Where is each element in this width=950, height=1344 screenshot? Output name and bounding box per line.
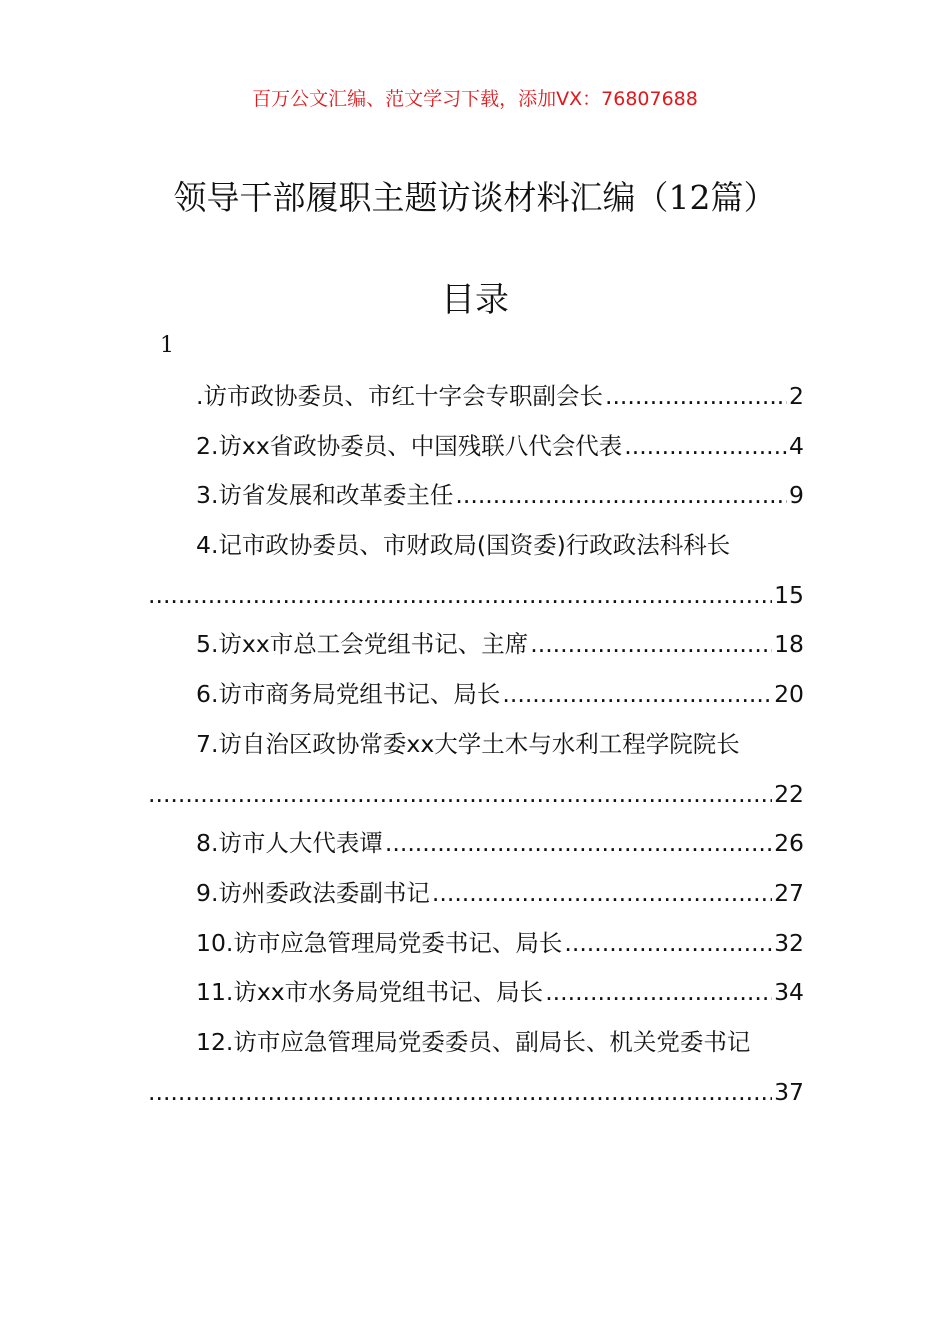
promo-banner: 百万公文汇编、范文学习下载，添加VX：76807688	[252, 88, 698, 110]
toc-entry-title: 6.访市商务局党组书记、局长	[196, 680, 501, 709]
document-title-number: 12	[668, 178, 711, 217]
toc-entry-title: 3.访省发展和改革委主任	[196, 481, 454, 510]
toc-leader-dots	[545, 968, 772, 1018]
toc-entry-page: 37	[774, 1077, 804, 1106]
toc-entry-page: 22	[774, 779, 804, 808]
toc-leader-dots	[605, 372, 787, 422]
toc-entry-title: .访市政协委员、市红十字会专职副会长	[196, 382, 603, 410]
toc-entry-page: 34	[774, 978, 804, 1007]
toc-leader-dots	[530, 620, 772, 670]
toc-entry-8[interactable]	[0, 819, 950, 869]
toc-entry-page: 32	[774, 928, 804, 957]
toc-entry-page: 4	[789, 431, 804, 460]
toc-entry-page: 18	[774, 630, 804, 659]
toc-entry-9[interactable]	[0, 869, 950, 919]
toc-entry-2[interactable]	[0, 422, 950, 472]
toc-entry-title: 2.访xx省政协委员、中国残联八代会代表	[196, 431, 623, 460]
toc-entry-title: 4.记市政协委员、市财政局(国资委)行政政法科科长	[196, 531, 731, 560]
toc-entry-page: 20	[774, 680, 804, 709]
toc-entry-title: 11.访xx市水务局党组书记、局长	[196, 978, 544, 1007]
toc-entry-page: 27	[774, 878, 804, 907]
toc-entry-title: 7.访自治区政协常委xx大学土木与水利工程学院院长	[196, 729, 740, 758]
document-title-after: 篇）	[710, 178, 777, 217]
toc-entry-page: 2	[789, 382, 804, 410]
toc-entry-title: 9.访州委政法委副书记	[196, 878, 430, 907]
toc-leader-dots	[432, 869, 772, 919]
toc-leader-dots	[385, 819, 772, 869]
toc-entry-6[interactable]	[0, 670, 950, 720]
toc-entry-1[interactable]	[0, 372, 950, 422]
toc-entry-page: 26	[774, 829, 804, 858]
toc-entry-title: 5.访xx市总工会党组书记、主席	[196, 630, 529, 659]
toc-entry-title: 8.访市人大代表谭	[196, 829, 383, 858]
toc-leader-dots	[502, 670, 772, 720]
toc-entry-4[interactable]	[0, 521, 950, 620]
toc-leader-dots	[564, 919, 772, 969]
toc-entry-page: 9	[789, 481, 804, 510]
toc-entry-title: 10.访市应急管理局党委书记、局长	[196, 928, 563, 957]
toc-entry-3[interactable]	[0, 471, 950, 521]
toc-heading: 目录	[441, 280, 509, 320]
toc-leader-dots	[148, 770, 772, 820]
toc-leader-dots	[455, 471, 787, 521]
toc-leader-dots	[624, 422, 787, 472]
toc-entry-7[interactable]	[0, 720, 950, 819]
toc-entry-12[interactable]	[0, 1018, 950, 1117]
toc-leader-dots	[148, 1068, 772, 1118]
toc-entry-5[interactable]	[0, 620, 950, 670]
toc-entry-10[interactable]	[0, 919, 950, 969]
table-of-contents	[0, 372, 950, 1117]
toc-entry-page: 15	[774, 580, 804, 609]
toc-entry-11[interactable]	[0, 968, 950, 1018]
document-title	[0, 172, 950, 219]
stray-number: 1	[160, 333, 174, 358]
document-title-before: 领导干部履职主题访谈材料汇编（	[173, 178, 669, 217]
toc-entry-title: 12.访市应急管理局党委委员、副局长、机关党委书记	[196, 1027, 751, 1056]
toc-leader-dots	[148, 571, 772, 621]
